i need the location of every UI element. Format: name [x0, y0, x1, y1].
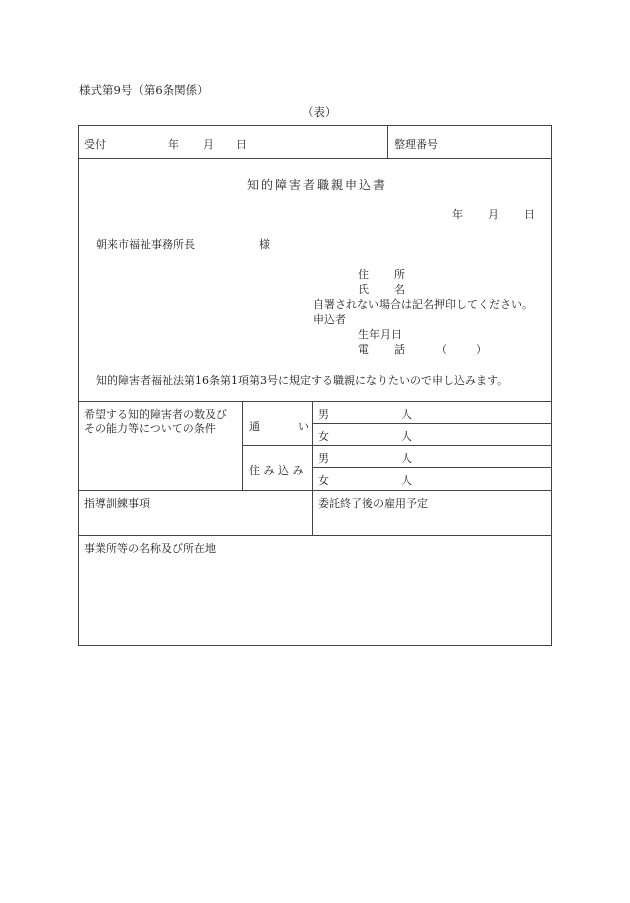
date-year: 年 — [452, 208, 463, 221]
seal-note: 自署されない場合は記名押印してください。 — [313, 298, 533, 311]
document-title: 知的障害者職親申込書 — [247, 178, 388, 192]
side-label: （表） — [302, 105, 337, 119]
name-label-1: 氏 — [358, 283, 369, 296]
livein-male-unit: 人 — [401, 452, 412, 465]
commute-female-label: 女 — [318, 430, 329, 443]
conditions-label-line2: その能力等についての条件 — [84, 422, 216, 435]
birthdate-label: 生年月日 — [358, 328, 402, 341]
divider — [78, 401, 552, 402]
divider — [312, 401, 313, 535]
divider — [78, 158, 552, 159]
divider — [242, 445, 552, 446]
phone-label-1: 電 — [358, 343, 369, 356]
phone-label-2: 話 — [394, 343, 405, 356]
livein-male-label: 男 — [318, 452, 329, 465]
addressee-name: 朝来市福祉事務所長 — [96, 238, 195, 251]
commute-label-1: 通 — [249, 420, 260, 433]
divider — [78, 490, 552, 491]
conditions-label-line1: 希望する知的障害者の数及び — [84, 408, 227, 421]
date-month: 月 — [488, 208, 499, 221]
phone-paren-close: ） — [476, 343, 487, 356]
receipt-day: 日 — [236, 138, 247, 151]
address-label-1: 住 — [358, 268, 369, 281]
commute-male-unit: 人 — [401, 408, 412, 421]
name-label-2: 名 — [394, 283, 405, 296]
receipt-year: 年 — [168, 138, 179, 151]
commute-male-label: 男 — [318, 408, 329, 421]
phone-paren-open: （ — [436, 343, 447, 356]
divider — [312, 423, 552, 424]
receipt-label: 受付 — [84, 138, 106, 151]
commute-female-unit: 人 — [401, 430, 412, 443]
divider — [312, 467, 552, 468]
livein-female-unit: 人 — [401, 474, 412, 487]
address-label-2: 所 — [394, 268, 405, 281]
control-number-label: 整理番号 — [394, 138, 438, 151]
livein-label: 住 み 込 み — [249, 464, 304, 477]
business-label: 事業所等の名称及び所在地 — [84, 542, 216, 555]
livein-female-label: 女 — [318, 474, 329, 487]
applicant-label: 申込者 — [313, 313, 346, 326]
date-day: 日 — [524, 208, 535, 221]
receipt-month: 月 — [203, 138, 214, 151]
divider — [387, 125, 388, 158]
divider — [78, 535, 552, 536]
form-number: 様式第9号（第6条関係） — [79, 83, 209, 97]
application-statement: 知的障害者福祉法第16条第1項第3号に規定する職親になりたいので申し込みます。 — [96, 374, 509, 387]
addressee-honorific: 様 — [259, 238, 270, 251]
guidance-label: 指導訓練事項 — [84, 497, 150, 510]
employment-plan-label: 委託終了後の雇用予定 — [318, 497, 428, 510]
commute-label-2: い — [298, 420, 309, 433]
